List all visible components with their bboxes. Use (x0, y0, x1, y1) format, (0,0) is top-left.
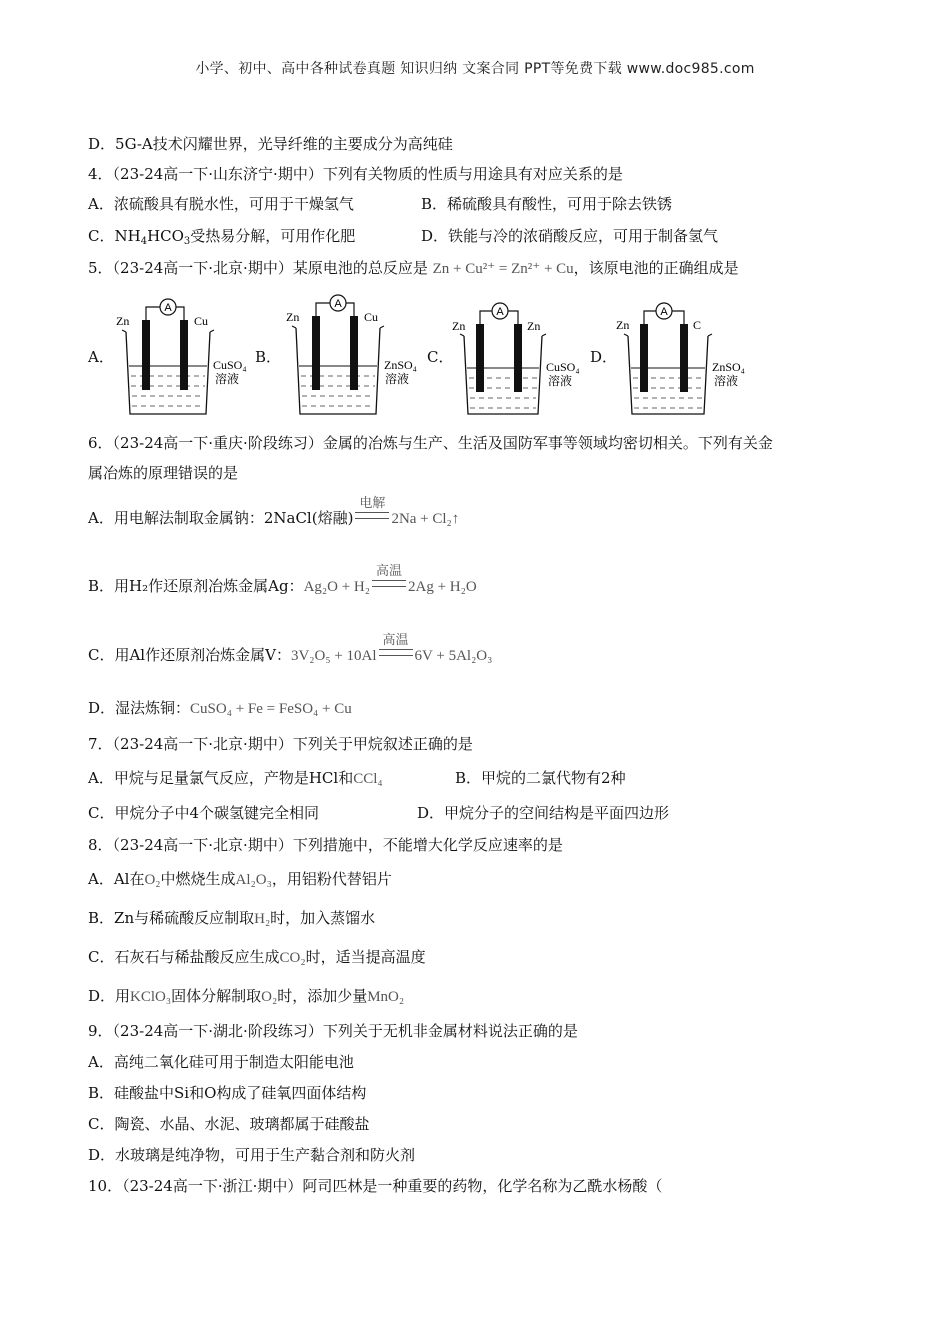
q7a-text: A．甲烷与足量氯气反应，产物是HCl和 (88, 769, 354, 787)
q6b-condition (372, 563, 406, 597)
q5-text-1: 5．（23-24高一下·北京·期中）某原电池的总反应是 (88, 259, 428, 277)
solution-label-2: 溶液 (548, 374, 573, 388)
q4c-sub-1: 4 (140, 236, 148, 247)
q6a-products: 2Na + Cl₂↑ (391, 511, 460, 527)
beaker-lip-right (380, 326, 384, 328)
right-electrode (680, 324, 688, 392)
q7-option-d: D．甲烷分子的空间结构是平面四边形 (417, 804, 670, 822)
ammeter-label: A (496, 306, 504, 318)
q8-option-d (88, 986, 404, 1007)
right-electrode (180, 320, 188, 390)
q4-option-d: D．铁能与冷的浓硝酸反应，可用于制备氢气 (421, 227, 719, 245)
question-4: 4．（23-24高一下·山东济宁·期中）下列有关物质的性质与用途具有对应关系的是 (88, 165, 623, 183)
beaker-lip-left (292, 326, 296, 328)
beaker-lip-right (708, 334, 712, 336)
left-electrode (312, 316, 320, 390)
q6c-condition-label: 高温 (382, 632, 409, 647)
ammeter (656, 303, 672, 319)
q8c-co2: CO₂ (279, 950, 306, 966)
q6c-reactants: 3V₂O₅ + 10Al (290, 648, 377, 664)
right-electrode (350, 316, 358, 390)
q4-option-b: B．稀硫酸具有酸性，可用于除去铁锈 (421, 195, 673, 213)
beaker-lip-left (122, 330, 126, 332)
q8-option-c (88, 947, 426, 968)
q7a-formula: CCl₄ (353, 771, 383, 787)
q6c-products: 6V + 5Al₂O₃ (414, 648, 493, 664)
question-7: 7．（23-24高一下·北京·期中）下列关于甲烷叙述正确的是 (88, 735, 473, 753)
q4-option-a: A．浓硫酸具有脱水性，可用于干燥氢气 (88, 195, 354, 213)
galvanic-cell-a (112, 296, 257, 421)
left-electrode-label: Zn (452, 319, 466, 333)
solution-label-2: 溶液 (714, 374, 739, 388)
q6-option-a (88, 495, 460, 529)
beaker (296, 328, 380, 414)
question-6-line-2: 属冶炼的原理错误的是 (88, 464, 239, 482)
left-electrode-label: Zn (616, 318, 630, 332)
cell-d-option-label: D． (590, 348, 618, 366)
q6d-text: D．湿法炼铜： (88, 699, 191, 717)
q6c-condition (379, 632, 413, 666)
solution-label: ZnSO₄ (384, 358, 417, 372)
q8d-text-3: 时，添加少量 (277, 987, 368, 1005)
ammeter (160, 299, 176, 315)
solution-label-2: 溶液 (215, 372, 240, 386)
left-electrode (640, 324, 648, 392)
q8-option-b (88, 908, 375, 929)
q8d-text-2: 固体分解制取 (171, 987, 262, 1005)
q6d-equation: CuSO₄ + Fe = FeSO₄ + Cu (190, 701, 352, 717)
ammeter-label: A (660, 306, 668, 318)
q4-option-c (88, 226, 355, 252)
galvanic-cell-d (612, 296, 757, 421)
q9-option-c: C．陶瓷、水晶、水泥、玻璃都属于硅酸盐 (88, 1115, 370, 1133)
beaker-lip-right (542, 334, 546, 336)
left-electrode-label: Zn (286, 310, 300, 324)
solution-label: CuSO₄ (546, 360, 580, 374)
q8d-o2: O₂ (261, 989, 278, 1005)
question-5 (88, 258, 739, 279)
question-10: 10．（23-24高一下·浙江·期中）阿司匹林是一种重要的药物，化学名称为乙酰水杨酸（ (88, 1177, 663, 1195)
page-header: 小学、初中、高中各种试卷真题 知识归纳 文案合同 PPT等免费下载 www.doc985.com (195, 61, 755, 77)
right-electrode (514, 324, 522, 392)
q8a-text-3: ，用铝粉代替铝片 (271, 870, 392, 888)
q8a-text-2: 中燃烧生成 (160, 870, 236, 888)
ammeter-label: A (164, 302, 172, 314)
q4c-text-1: C．NH (88, 227, 141, 245)
ammeter-label: A (334, 298, 342, 310)
q8b-h2: H₂ (254, 911, 271, 927)
q6b-products: 2Ag + H₂O (407, 579, 477, 595)
q4c-text-3: 受热易分解，可用作化肥 (190, 227, 356, 245)
solution-label: ZnSO₄ (712, 360, 745, 374)
q8d-mno2: MnO₂ (367, 989, 405, 1005)
q8d-text-1: D．用 (88, 987, 131, 1005)
question-6-line-1: 6．（23-24高一下·重庆·阶段练习）金属的冶炼与生产、生活及国防军事等领域均密切相关。下列有关金 (88, 434, 773, 452)
q8a-o2: O₂ (144, 872, 161, 888)
q6-option-d (88, 698, 352, 719)
q6b-text: B．用H₂作还原剂冶炼金属Ag： (88, 577, 304, 595)
beaker (464, 336, 542, 414)
galvanic-cell-b (282, 292, 427, 417)
q6-option-b (88, 563, 477, 597)
beaker-lip-left (624, 334, 628, 336)
q8a-text-1: A．Al在 (88, 870, 145, 888)
cell-b-option-label: B． (255, 348, 282, 366)
left-electrode-label: Zn (116, 314, 130, 328)
right-electrode-label: Cu (194, 314, 209, 328)
q9-option-d: D．水玻璃是纯净物，可用于生产黏合剂和防火剂 (88, 1146, 416, 1164)
q8c-text-1: C．石灰石与稀盐酸反应生成 (88, 948, 280, 966)
q6b-reactants: Ag₂O + H₂ (303, 579, 370, 595)
q6b-condition-label: 高温 (375, 563, 402, 578)
q8d-kclo3: KClO₃ (130, 989, 172, 1005)
q9-option-a: A．高纯二氧化硅可用于制造太阳能电池 (88, 1053, 354, 1071)
ammeter (330, 295, 346, 311)
cell-c-option-label: C． (427, 348, 454, 366)
q7-option-b: B．甲烷的二氯代物有2种 (455, 769, 626, 787)
q6a-condition-label: 电解 (359, 495, 386, 510)
ammeter (492, 303, 508, 319)
q9-option-b: B．硅酸盐中Si和O构成了硅氧四面体结构 (88, 1084, 367, 1102)
q4c-text-2: HCO (147, 227, 184, 245)
beaker (126, 332, 210, 414)
q7-option-c: C．甲烷分子中4个碳氢键完全相同 (88, 804, 320, 822)
solution-label-2: 溶液 (385, 372, 410, 386)
q8c-text-2: 时，适当提高温度 (305, 948, 426, 966)
right-electrode-label: Cu (364, 310, 379, 324)
q3-option-d: D．5G-A技术闪耀世界，光导纤维的主要成分为高纯硅 (88, 135, 453, 153)
q5-equation: Zn + Cu²⁺ = Zn²⁺ + Cu (432, 261, 574, 277)
q7-option-a (88, 768, 383, 789)
left-electrode (142, 320, 150, 390)
q6-option-c (88, 632, 493, 666)
right-electrode-label: Zn (527, 319, 541, 333)
q4c-sub-2: 3 (183, 236, 191, 247)
q6a-condition (355, 495, 389, 529)
right-electrode-label: C (693, 318, 702, 332)
beaker-lip-right (210, 330, 214, 332)
galvanic-cell-c (450, 296, 595, 421)
q8b-text-1: B．Zn与稀硫酸反应制取 (88, 909, 255, 927)
question-8: 8．（23-24高一下·北京·期中）下列措施中，不能增大化学反应速率的是 (88, 836, 563, 854)
cell-a-option-label: A． (88, 348, 114, 366)
q8b-text-2: 时，加入蒸馏水 (270, 909, 376, 927)
solution-label: CuSO₄ (213, 358, 247, 372)
q5-text-2: ，该原电池的正确组成是 (573, 259, 739, 277)
q6c-text: C．用Al作还原剂冶炼金属V： (88, 646, 291, 664)
q8-option-a (88, 869, 392, 890)
beaker-lip-left (460, 334, 464, 336)
question-9: 9．（23-24高一下·湖北·阶段练习）下列关于无机非金属材料说法正确的是 (88, 1022, 578, 1040)
left-electrode (476, 324, 484, 392)
q6a-text: A．用电解法制取金属钠：2NaCl(熔融) (88, 509, 354, 527)
q8a-al2o3: Al₂O₃ (235, 872, 272, 888)
